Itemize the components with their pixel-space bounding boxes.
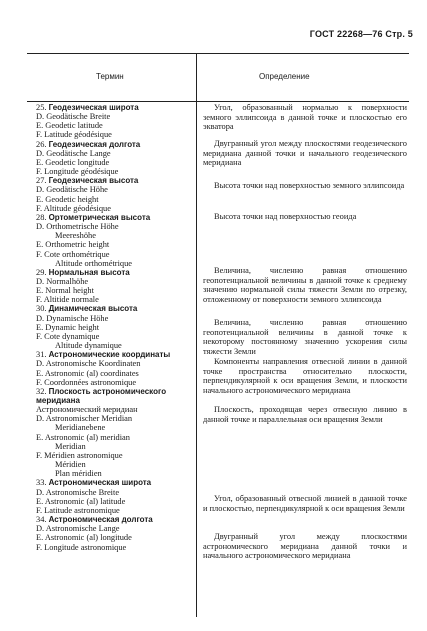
term-translation-continued: Meereshöhe (55, 231, 96, 241)
definition-34 (203, 532, 407, 561)
term-translation: E. Geodetic height (36, 194, 99, 204)
term-translation: F. Coordonnées astronomique (36, 377, 137, 387)
term-russian: Геодезическая долгота (48, 139, 141, 149)
definition-text: Величина, численно равная отношению геопотенциальной величины в данной точке к среднему значению нормальной силы тяжести Земли по отрезку, отложенному от поверхности земного эллипсоида (203, 266, 407, 304)
term-number: 30. (36, 304, 47, 314)
term-translation: F. Cote dynamique (36, 331, 100, 341)
term-translation: D. Astronomischer Meridian (36, 414, 133, 424)
term-heading (27, 387, 197, 405)
term-heading (27, 213, 197, 222)
term-translation: E. Astronomic (al) meridian (36, 432, 130, 442)
definition-text: Угол, образованный нормалью к поверхности земного эллипсоида в данной точке и плоскостью его экватора (203, 103, 407, 132)
term-translation: E. Geodetic latitude (36, 121, 103, 131)
terms-column (27, 103, 197, 552)
term-number: 31. (36, 350, 47, 360)
term-number: 29. (36, 267, 47, 277)
definition-31 (203, 357, 407, 395)
term-translation: F. Cote orthométrique (36, 249, 110, 259)
term-russian: Геодезическая высота (48, 176, 139, 186)
definition-text: Величина, численно равная отношению геопотенциальной величины в данной точке к некоторому постоянному значению ускорения силы тяжести Земли (203, 318, 407, 356)
page-header-reference: ГОСТ 22268—76 Стр. 5 (309, 29, 413, 39)
term-heading (27, 103, 197, 112)
term-russian: Астрономические координаты (48, 350, 171, 360)
term-heading (27, 268, 197, 277)
column-header-definitions: Определение (259, 72, 310, 81)
term-heading (27, 515, 197, 524)
term-translation: F. Méridien astronomique (36, 450, 123, 460)
term-translation: E. Astronomic (al) latitude (36, 496, 126, 506)
definition-30 (203, 318, 407, 356)
column-header-terms: Термин (96, 72, 124, 81)
definition-text: Двугранный угол между плоскостями астрономического меридиана данной точки и начального астрономического меридиана (203, 532, 407, 561)
term-russian: Динамическая высота (48, 304, 138, 314)
definition-32 (203, 405, 407, 424)
term-russian: Геодезическая широта (48, 103, 139, 112)
term-translation: D. Geodätische Breite (36, 112, 111, 122)
term-translation: E. Dynamic height (36, 322, 100, 332)
term-number: 27. (36, 176, 47, 186)
term-russian: Астрономическая долгота (48, 515, 153, 525)
term-translation-continued: Altitude orthométrique (55, 258, 132, 268)
term-translation: E. Astronomic (al) longitude (36, 533, 132, 543)
term-translation: D. Astronomische Breite (36, 487, 120, 497)
term-translation: D. Astronomische Koordinaten (36, 359, 141, 369)
definition-text: Плоскость, проходящая через отвесную линию в данной точке и параллельная оси вращения Земли (203, 405, 407, 424)
term-heading (27, 304, 197, 313)
term-heading (27, 140, 197, 149)
term-russian: Нормальная высота (48, 267, 130, 277)
term-translation: D. Geodätische Lange (36, 148, 111, 158)
term-translation: E. Orthometric height (36, 240, 110, 250)
definition-text: Компоненты направления отвесной линии в данной точке пространства относительно плоскости, перпендикулярной к оси вращения Земли, и плоскости начального астрономического меридиана (203, 357, 407, 395)
term-translation: F. Latitude géodésique (36, 130, 112, 140)
term-translation-continued: Meridian (55, 441, 86, 451)
term-translation: D. Dynamische Höhe (36, 313, 109, 323)
term-translation: E. Normal height (36, 286, 94, 296)
term-number: 26. (36, 139, 47, 149)
term-translation-continued: Méridien (55, 460, 86, 470)
term-translation-continued: Meridianebene (55, 423, 106, 433)
term-translation: D. Orthometrische Höhe (36, 222, 119, 232)
term-number: 34. (36, 515, 47, 525)
definition-29 (203, 266, 407, 304)
term-heading (27, 176, 197, 185)
term-translation: F. Longitude géodésique (36, 167, 119, 177)
definition-text: Высота точки над поверхностью земного эллипсоида (214, 181, 405, 190)
definition-25 (203, 103, 407, 132)
term-russian: Плоскость астрономического меридиана (36, 386, 167, 405)
definition-text: Угол, образованный отвесной линией в данной точке и плоскостью, перпендикулярной к оси вращения Земли (203, 494, 407, 513)
term-translation-continued: Altitude dynamique (55, 341, 122, 351)
definition-28 (203, 212, 407, 222)
definition-26 (203, 139, 407, 168)
term-translation: D. Astronomische Lange (36, 524, 120, 534)
term-translation: F. Latitude astronomique (36, 505, 120, 515)
term-russian: Ортометрическая высота (48, 212, 151, 222)
term-number: 25. (36, 103, 47, 112)
term-translation: F. Altitude géodésique (36, 203, 111, 213)
term-translation: F. Altitide normale (36, 295, 99, 305)
table-header-frame (27, 53, 409, 102)
definition-text: Высота точки над поверхностью геоида (214, 212, 357, 221)
definition-27 (203, 181, 407, 191)
term-translation: E. Astronomic (al) coordinates (36, 368, 139, 378)
definition-text: Двугранный угол между плоскостями геодезического меридиана данной точки и начального геодезического меридиана (203, 139, 407, 168)
term-russian: Астрономическая широта (48, 478, 152, 488)
term-number: 28. (36, 212, 47, 222)
term-translation: D. Normalhöhe (36, 276, 89, 286)
term-translation: F. Longitude astronomique (36, 542, 127, 552)
definition-33 (203, 494, 407, 513)
term-number: 32. (36, 386, 47, 396)
term-translation: D. Geodätische Höhe (36, 185, 108, 195)
term-number: 33. (36, 478, 47, 488)
term-heading (27, 350, 197, 359)
term-heading (27, 478, 197, 487)
term-synonym: Астрономический меридиан (36, 405, 138, 415)
term-translation-continued: Plan méridien (55, 469, 102, 479)
term-translation: E. Geodetic longitude (36, 157, 110, 167)
